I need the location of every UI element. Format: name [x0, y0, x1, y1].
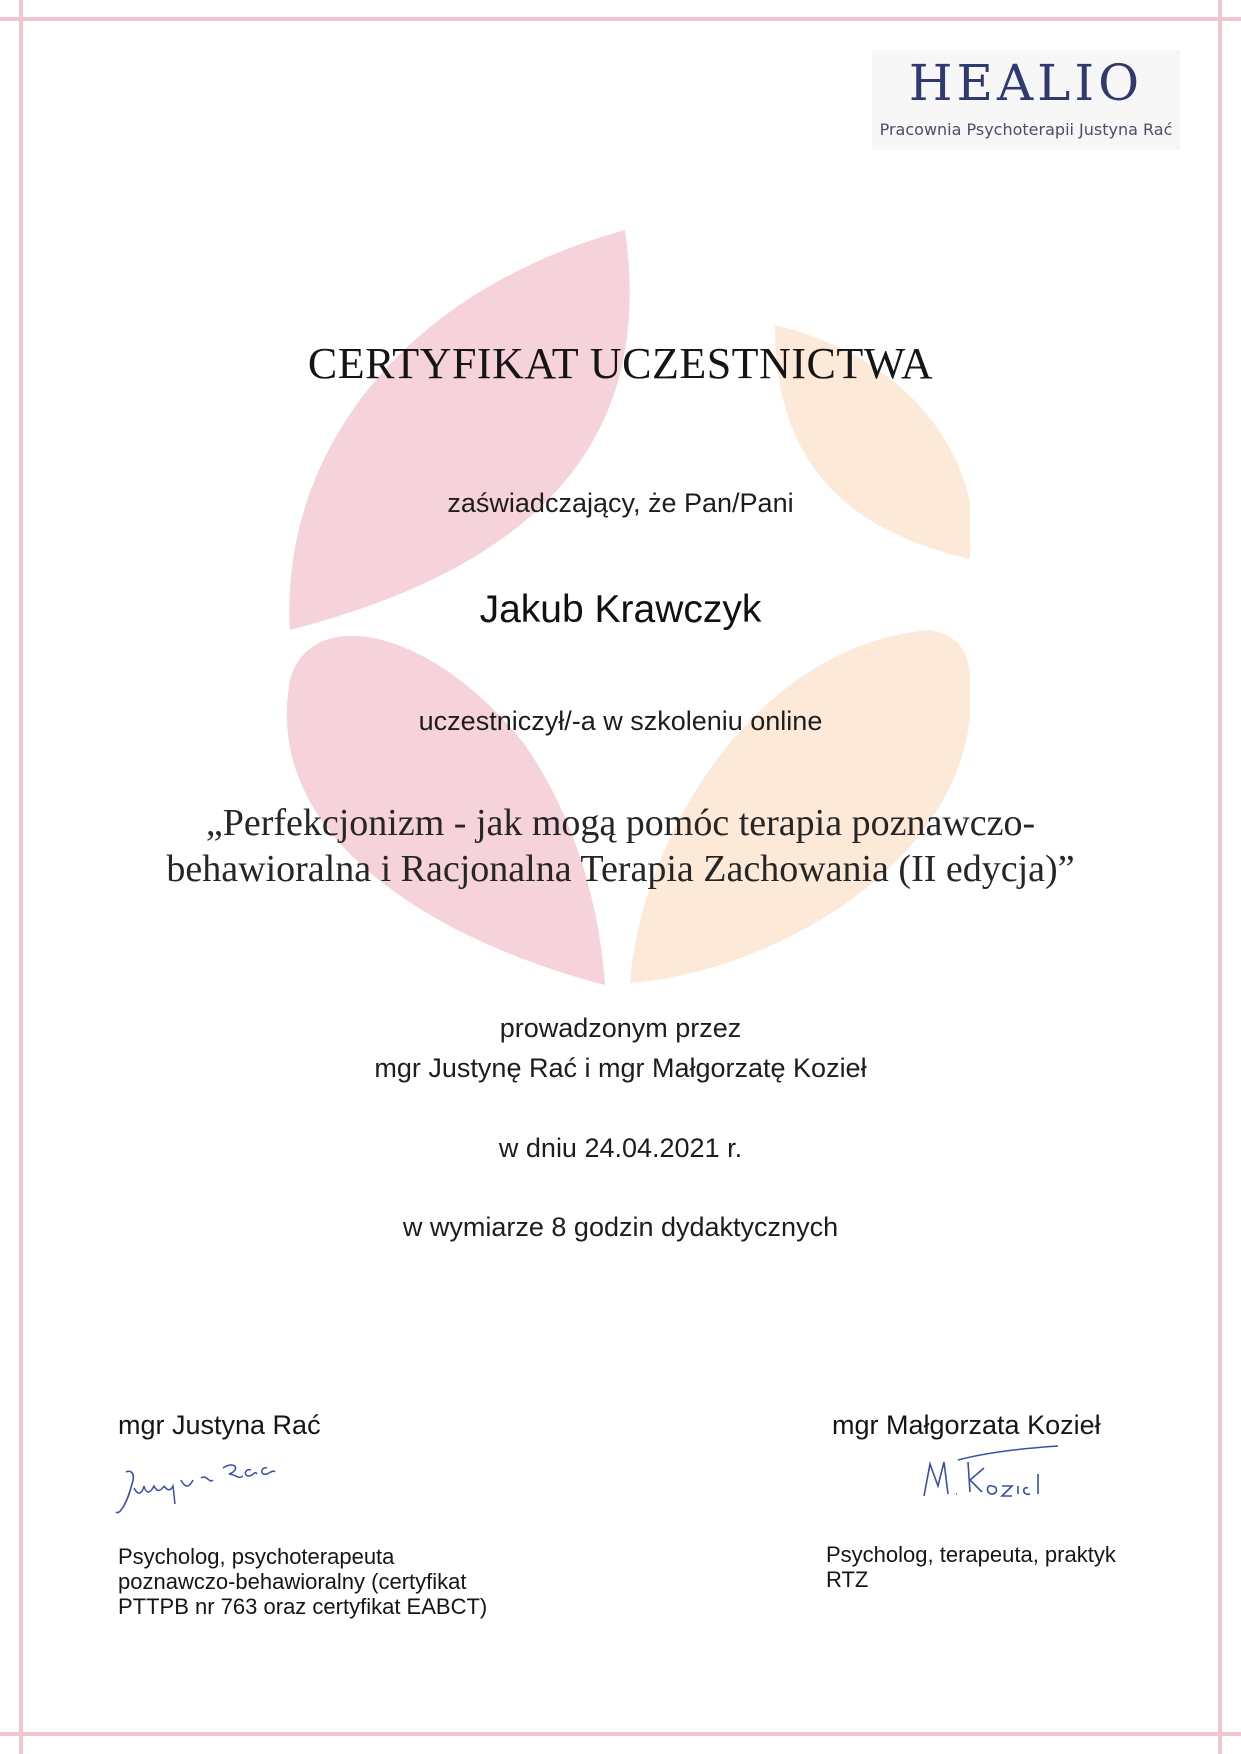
signatory-right-name: mgr Małgorzata Kozieł — [832, 1410, 1101, 1440]
healio-logo — [872, 50, 1180, 150]
hours-line: w wymiarze 8 godzin dydaktycznych — [402, 1212, 839, 1242]
signature-malgorzata-koziel — [918, 1444, 1068, 1506]
signature-justyna-rac — [112, 1462, 312, 1524]
frame-top-line — [0, 17, 1241, 21]
attest-line: zaświadczający, że Pan/Pani — [447, 488, 794, 518]
course-title-line-1: „Perfekcjonizm - jak mogą pomóc terapia poznawczo- — [205, 802, 1036, 844]
signatory-right-desc-line-1: Psycholog, terapeuta, praktyk — [826, 1542, 1116, 1567]
signatory-right-description — [826, 1542, 1116, 1592]
date-line: w dniu 24.04.2021 r. — [498, 1133, 743, 1163]
participant-name: Jakub Krawczyk — [479, 588, 762, 631]
course-title-line-2: behawioralna i Racjonalna Terapia Zachowania (II edycja)” — [166, 848, 1075, 890]
signatory-right-desc-line-2: RTZ — [826, 1567, 869, 1592]
course-title — [0, 800, 1241, 892]
signatory-left-desc-line-3: PTTPB nr 763 oraz certyfikat EABCT) — [118, 1594, 488, 1619]
signatory-left-name: mgr Justyna Rać — [118, 1410, 321, 1440]
certificate-title: CERTYFIKAT UCZESTNICTWA — [307, 339, 934, 388]
watermark-petal-top-left — [289, 230, 629, 630]
led-by-label: prowadzonym przez — [499, 1013, 742, 1043]
signatory-left-description — [118, 1544, 487, 1619]
signatory-left-desc-line-2: poznawczo-behawioralny (certyfikat — [118, 1569, 467, 1594]
instructors-line: mgr Justynę Rać i mgr Małgorzatę Kozieł — [374, 1053, 867, 1083]
logo-subtitle: Pracownia Psychoterapii Justyna Rać — [879, 120, 1173, 139]
participation-line: uczestniczył/-a w szkoleniu online — [418, 706, 823, 736]
logo-wordmark: HEALIO — [908, 54, 1144, 112]
signatory-left-desc-line-1: Psycholog, psychoterapeuta — [118, 1544, 395, 1569]
frame-bottom-line — [0, 1732, 1241, 1736]
